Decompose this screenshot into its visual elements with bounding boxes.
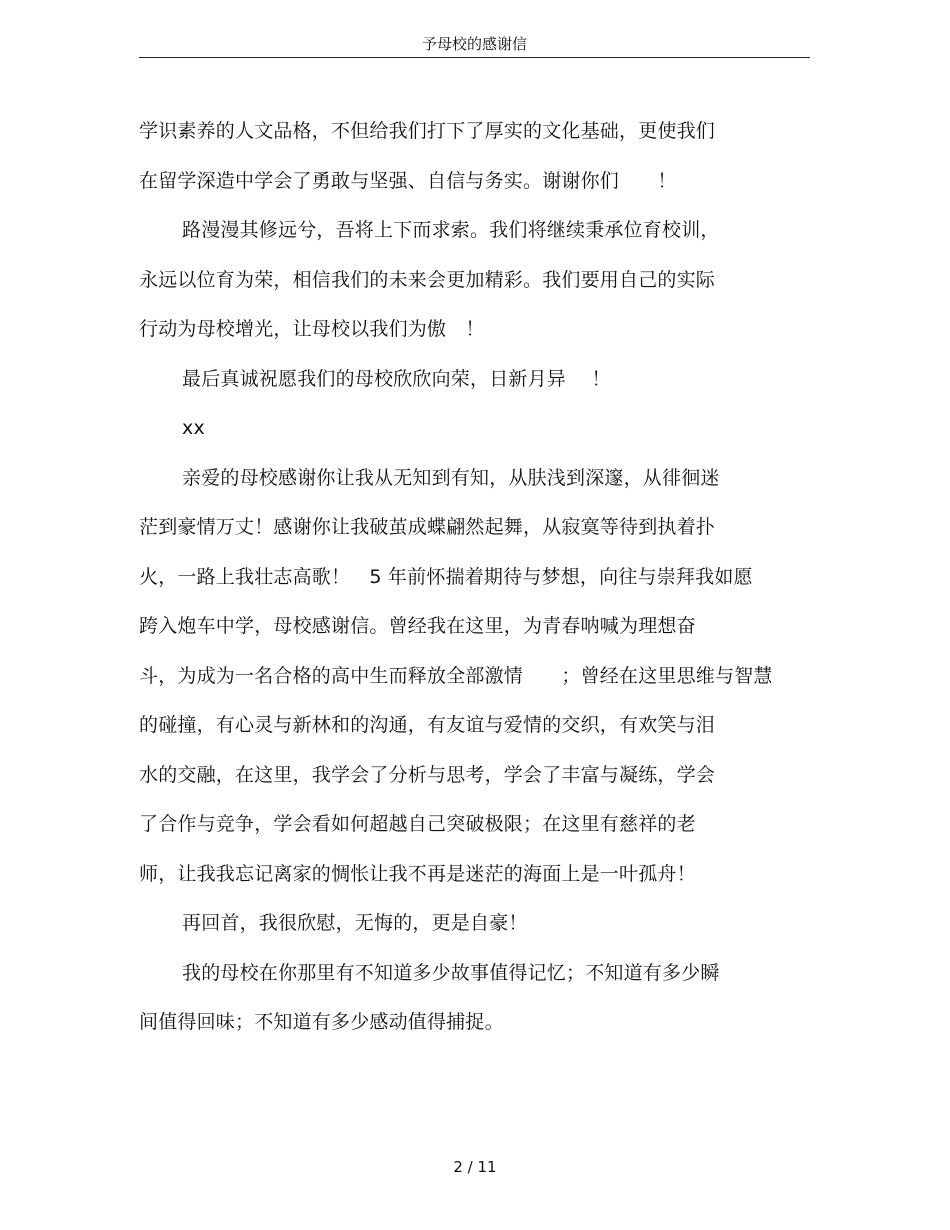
text-line: 茫到豪情万丈！感谢你让我破茧成蝶翩然起舞，从寂寞等待到执着扑	[139, 516, 716, 538]
text-line: 行动为母校增光，让母校以我们为傲 ！	[139, 318, 485, 340]
page-number: 2 / 11	[453, 1158, 497, 1176]
text-line: 斗，为成为一名合格的高中生而释放全部激情 ；曾经在这里思维与智慧	[139, 664, 773, 687]
text-line: 师，让我我忘记离家的惆怅让我不再是迷茫的海面上是一叶孤舟！	[139, 862, 696, 885]
text-line: 永远以位育为荣，相信我们的未来会更加精彩。我们要用自己的实际	[139, 268, 716, 291]
text-line: 最后真诚祝愿我们的母校欣欣向荣，日新月异 ！	[182, 367, 611, 390]
document-body	[139, 107, 819, 1048]
text-line: 火，一路上我壮志高歌！ 5 年前怀揣着期待与梦想，向往与崇拜我如愿	[139, 565, 753, 588]
page-footer	[0, 1156, 950, 1178]
text-line: 在留学深造中学会了勇敢与坚强、自信与务实。谢谢你们 ！	[139, 169, 677, 192]
text-line: 的碰撞，有心灵与新林和的沟通，有友谊与爱情的交织，有欢笑与泪	[139, 714, 716, 736]
text-line: 跨入炮车中学，母校感谢信。曾经我在这里，为青春呐喊为理想奋	[139, 615, 696, 637]
text-line: 再回首，我很欣慰，无悔的，更是自豪！	[182, 912, 528, 934]
text-line: 间值得回味；不知道有多少感动值得捕捉。	[139, 1011, 504, 1033]
text-line: 学识素养的人文品格，不但给我们打下了厚实的文化基础，更使我们	[139, 120, 716, 142]
page-header	[139, 33, 810, 58]
text-line: 水的交融，在这里，我学会了分析与思考，学会了丰富与凝练，学会	[139, 763, 716, 786]
text-line: 路漫漫其修远兮，吾将上下而求索。我们将继续秉承位育校训，	[182, 219, 720, 241]
text-line: xx	[182, 417, 205, 439]
text-line: 了合作与竞争，学会看如何超越自己突破极限；在这里有慈祥的老	[139, 813, 696, 835]
document-title: 予母校的感谢信	[421, 35, 527, 53]
text-line: 我的母校在你那里有不知道多少故事值得记忆；不知道有多少瞬	[182, 961, 720, 984]
text-line: 亲爱的母校感谢你让我从无知到有知，从肤浅到深邃，从徘徊迷	[182, 466, 720, 489]
